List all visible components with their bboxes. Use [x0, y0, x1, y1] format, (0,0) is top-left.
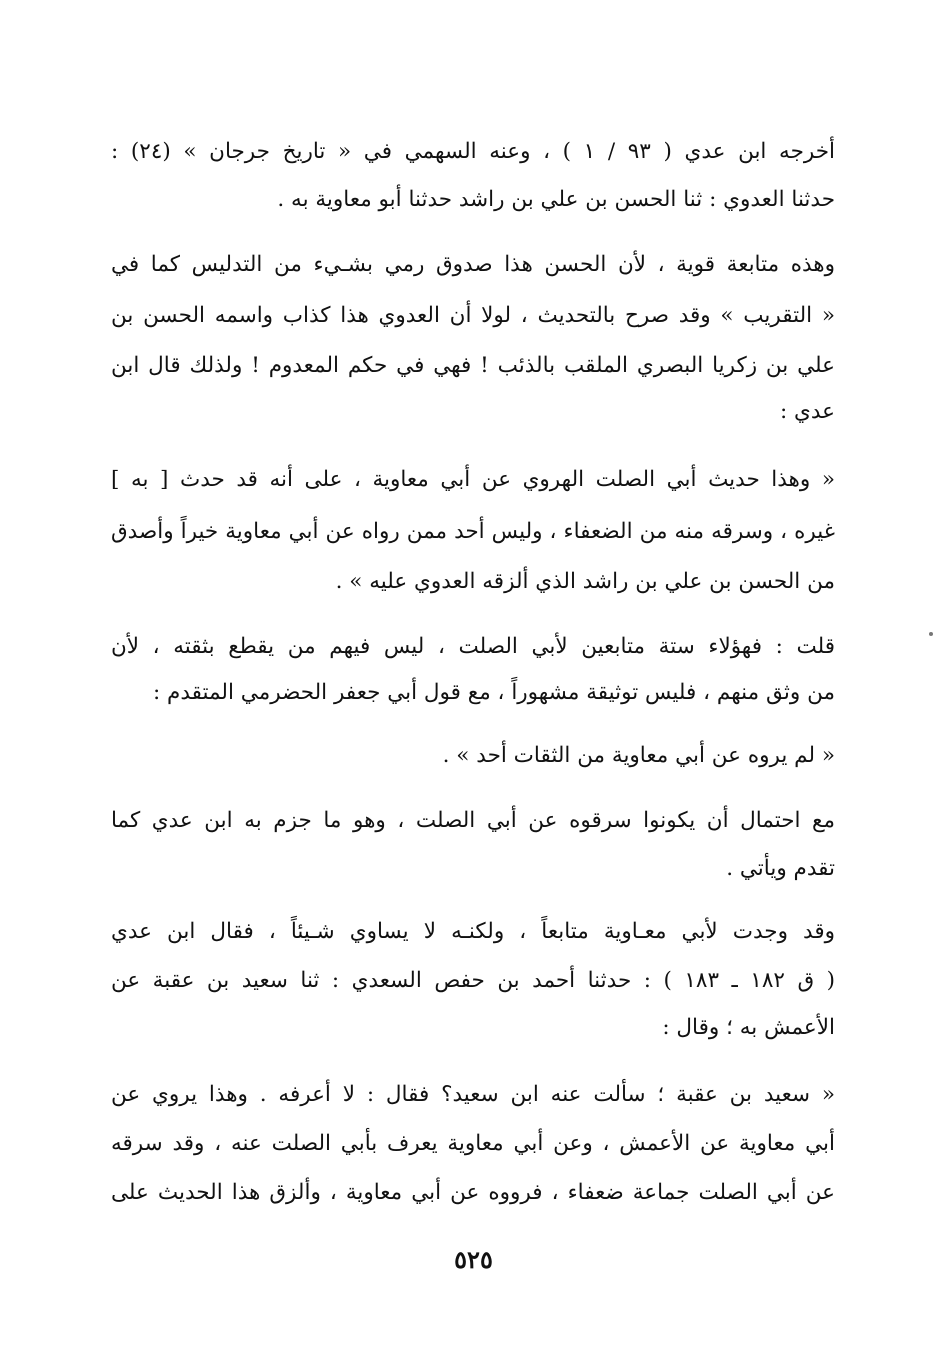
text-line: « لم يروه عن أبي معاوية من الثقات أحد » . — [442, 743, 835, 768]
text-line: حدثنا العدوي : ثنا الحسن بن علي بن راشد حدثنا أبو معاوية به . — [277, 187, 835, 212]
text-line: قلت : فهؤلاء ستة متابعين لأبي الصلت ، ليس فيهم من يقطع بثقته ، لأن — [111, 634, 835, 659]
text-line: ( ق ١٨٢ ـ ١٨٣ ) : حدثنا أحمد بن حفص السعدي : ثنا سعيد بن عقبة عن — [111, 968, 835, 993]
text-line: علي بن زكريا البصري الملقب بالذئب ! فهي في حكم المعدوم ! ولذلك قال ابن — [111, 353, 835, 378]
text-line: الأعمش به ؛ وقال : — [662, 1015, 835, 1040]
text-line: « سعيد بن عقبة ؛ سألت عنه ابن سعيد؟ فقال : لا أعرفه . وهذا يروي عن — [111, 1082, 835, 1107]
text-line: غيره ، وسرقه منه من الضعفاء ، وليس أحد ممن رواه عن أبي معاوية خيراً وأصدق — [111, 519, 835, 544]
text-line: تقدم ويأتي . — [726, 856, 835, 881]
text-line: من الحسن بن علي بن راشد الذي ألزقه العدوي عليه » . — [335, 569, 835, 594]
text-line: « وهذا حديث أبي الصلت الهروي عن أبي معاوية ، على أنه قد حدث [ به ] — [111, 467, 835, 492]
scan-speck — [929, 632, 933, 636]
page-number: ٥٢٥ — [454, 1245, 493, 1274]
text-line: أبي معاوية عن الأعمش ، وعن أبي معاوية يعرف بأبي الصلت عنه ، وقد سرقه — [111, 1131, 835, 1156]
text-line: مع احتمال أن يكونوا سرقوه عن أبي الصلت ، وهو ما جزم به ابن عدي كما — [111, 808, 835, 833]
text-line: وهذه متابعة قوية ، لأن الحسن هذا صدوق رمي بشـيء من التدليس كما في — [111, 252, 835, 277]
text-line: وقد وجدت لأبي معـاوية متابعاً ، ولكنـه لا يساوي شـيئاً ، فقال ابن عدي — [111, 919, 835, 944]
text-line: عدي : — [779, 399, 835, 424]
text-line: من وثق منهم ، فليس توثيقة مشهوراً ، مع قول أبي جعفر الحضرمي المتقدم : — [152, 680, 835, 705]
text-line: عن أبي الصلت جماعة ضعفاء ، فرووه عن أبي معاوية ، وألزق هذا الحديث على — [111, 1180, 835, 1205]
text-line: أخرجه ابن عدي ( ٩٣ / ١ ) ، وعنه السهمي في « تاريخ جرجان » (٢٤) : — [111, 139, 835, 164]
text-line: « التقريب » وقد صرح بالتحديث ، لولا أن العدوي هذا كذاب واسمه الحسن بن — [111, 303, 835, 328]
